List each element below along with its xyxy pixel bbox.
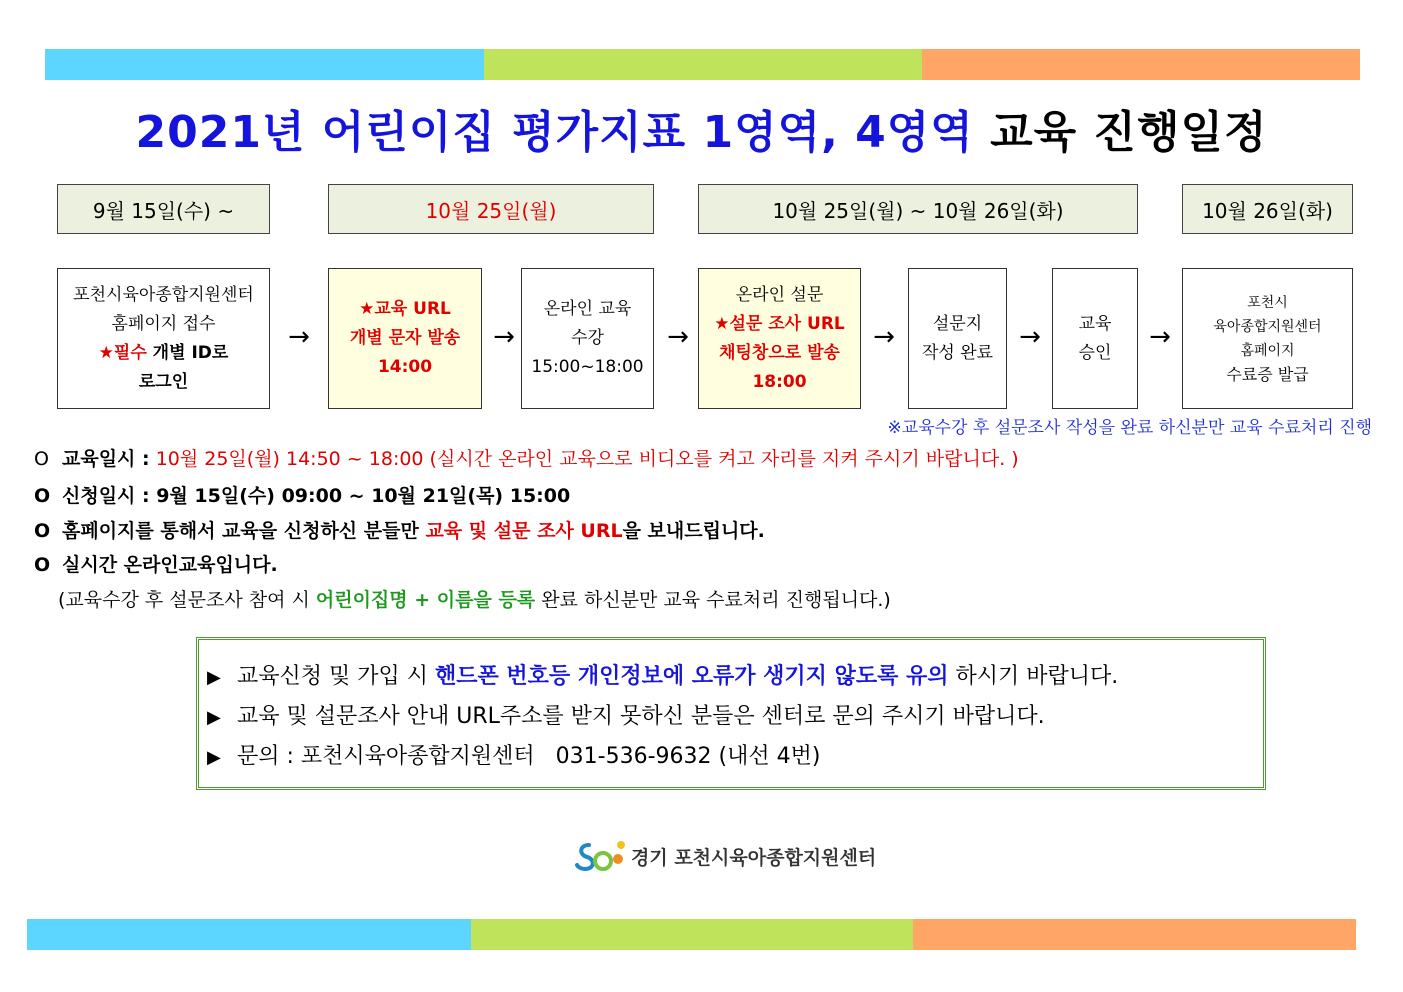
notice-text-a: 교육신청 및 가입 시 (237, 664, 435, 689)
step2-line2: 개별 문자 발송 (349, 328, 461, 348)
step7-line4: 수료증 발급 (1226, 364, 1309, 384)
step3-line3: 15:00~18:00 (531, 357, 644, 377)
notice-text-blue: 핸드폰 번호등 개인정보에 오류가 생기지 않도록 유의 (435, 664, 949, 689)
info-text-b: 을 보내드립니다. (622, 520, 765, 542)
step6-line1: 교육 (1078, 313, 1112, 334)
step-online-signup (57, 268, 270, 409)
step1-line3-text: 개별 ID로 (146, 342, 229, 363)
notice-line-2 (207, 699, 1045, 730)
step4-line2 (714, 310, 845, 339)
step5-line2: 작성 완료 (921, 342, 994, 363)
step3-line2: 수강 (571, 328, 604, 348)
step4-line4: 18:00 (752, 371, 807, 392)
bottom-color-bar (27, 919, 1356, 950)
step-survey-complete (908, 268, 1007, 409)
page-title (0, 96, 1403, 160)
step1-line3 (99, 339, 229, 368)
circle-bullet-icon: O (34, 485, 51, 507)
top-bar-green-segment (484, 49, 922, 80)
circle-bullet-icon: O (34, 448, 49, 470)
bottom-bar-orange-segment (913, 919, 1356, 950)
top-bar-cyan-segment (45, 49, 484, 80)
step4-line2-text: 설문 조사 URL (729, 313, 845, 334)
star-icon: ★ (359, 299, 375, 319)
arrow-icon: → (493, 322, 515, 352)
notice-line-3 (207, 739, 820, 770)
info-text-green: 어린이집명 + 이름을 등록 (315, 589, 536, 611)
step4-line3: 채팅창으로 발송 (719, 342, 840, 363)
triangle-bullet-icon: ▶ (207, 667, 221, 688)
step-url-sms (328, 268, 482, 409)
completion-note: ※교육수강 후 설문조사 작성을 완료 하신분만 교육 수료처리 진행 (887, 418, 1372, 438)
step7-line3: 홈페이지 (1240, 342, 1295, 359)
info-text: 신청일시 : 9월 15일(수) 09:00 ~ 10월 21일(목) 15:00 (62, 485, 571, 507)
title-blue-part: 2021년 어린이집 평가지표 1영역, 4영역 (135, 107, 974, 158)
center-logo (575, 836, 876, 876)
step6-line2: 승인 (1078, 342, 1112, 363)
info-line-realtime (34, 550, 278, 577)
step-approval (1052, 268, 1138, 409)
info-line-education-time (34, 444, 1019, 471)
title-black-part: 교육 진행일정 (990, 107, 1268, 158)
notice-box (196, 637, 1266, 790)
step-certificate (1182, 268, 1353, 409)
arrow-icon: → (1149, 322, 1171, 352)
logo-mark-icon (575, 837, 627, 875)
info-line-register (58, 585, 891, 612)
step2-line1-text: 교육 URL (374, 299, 451, 319)
info-text-a: (교육수강 후 설문조사 참여 시 (58, 589, 316, 611)
notice-line-1 (207, 659, 1118, 690)
arrow-icon: → (1019, 322, 1041, 352)
required-mark: ★필수 (98, 342, 147, 363)
info-line-apply-time (34, 481, 570, 508)
step1-line1: 포천시육아종합지원센터 (73, 284, 254, 305)
info-label: 교육일시 : (62, 448, 150, 470)
star-icon: ★ (714, 313, 730, 334)
info-value: 10월 25일(월) 14:50 ~ 18:00 (실시간 온라인 교육으로 비디오를 켜고 자리를 지켜 주시기 바랍니다. ) (155, 448, 1019, 470)
triangle-bullet-icon: ▶ (207, 707, 221, 728)
info-line-homepage (34, 516, 765, 543)
logo-text: 경기 포천시육아종합지원센터 (631, 846, 877, 869)
step2-line3: 14:00 (377, 357, 433, 377)
notice-text: 교육 및 설문조사 안내 URL주소를 받지 못하신 분들은 센터로 문의 주시기 바랍니다. (237, 704, 1045, 729)
info-text-b: 완료 하신분만 교육 수료처리 진행됩니다.) (535, 589, 891, 611)
info-text-a: 홈페이지를 통해서 교육을 신청하신 분들만 (62, 520, 426, 542)
arrow-icon: → (873, 322, 895, 352)
step7-line1: 포천시 (1247, 294, 1288, 311)
date-box-1: 9월 15일(수) ~ (57, 184, 270, 234)
bottom-bar-cyan-segment (27, 919, 471, 950)
step2-line1 (359, 295, 451, 324)
date-box-2: 10월 25일(월) (328, 184, 654, 234)
circle-bullet-icon: O (34, 554, 51, 576)
step3-line1: 온라인 교육 (543, 299, 632, 319)
triangle-bullet-icon: ▶ (207, 747, 221, 768)
notice-text: 문의 : 포천시육아종합지원센터 031-536-9632 (내선 4번) (237, 744, 821, 769)
step1-line4: 로그인 (138, 371, 189, 392)
date-box-3: 10월 25일(월) ~ 10월 26일(화) (698, 184, 1138, 234)
notice-text-b: 하시기 바랍니다. (948, 664, 1119, 689)
top-color-bar (45, 49, 1360, 80)
info-text-red: 교육 및 설문 조사 URL (425, 520, 623, 542)
step1-line2: 홈페이지 접수 (111, 313, 216, 334)
top-bar-orange-segment (922, 49, 1360, 80)
step7-line2: 육아종합지원센터 (1213, 318, 1322, 335)
step-online-class (521, 268, 654, 409)
step-survey-url (698, 268, 861, 409)
arrow-icon: → (288, 322, 310, 352)
bottom-bar-green-segment (471, 919, 914, 950)
arrow-icon: → (667, 322, 689, 352)
circle-bullet-icon: O (34, 520, 51, 542)
step5-line1: 설문지 (932, 313, 983, 334)
step4-line1: 온라인 설문 (735, 284, 824, 305)
info-text: 실시간 온라인교육입니다. (62, 554, 278, 576)
date-box-4: 10월 26일(화) (1182, 184, 1353, 234)
